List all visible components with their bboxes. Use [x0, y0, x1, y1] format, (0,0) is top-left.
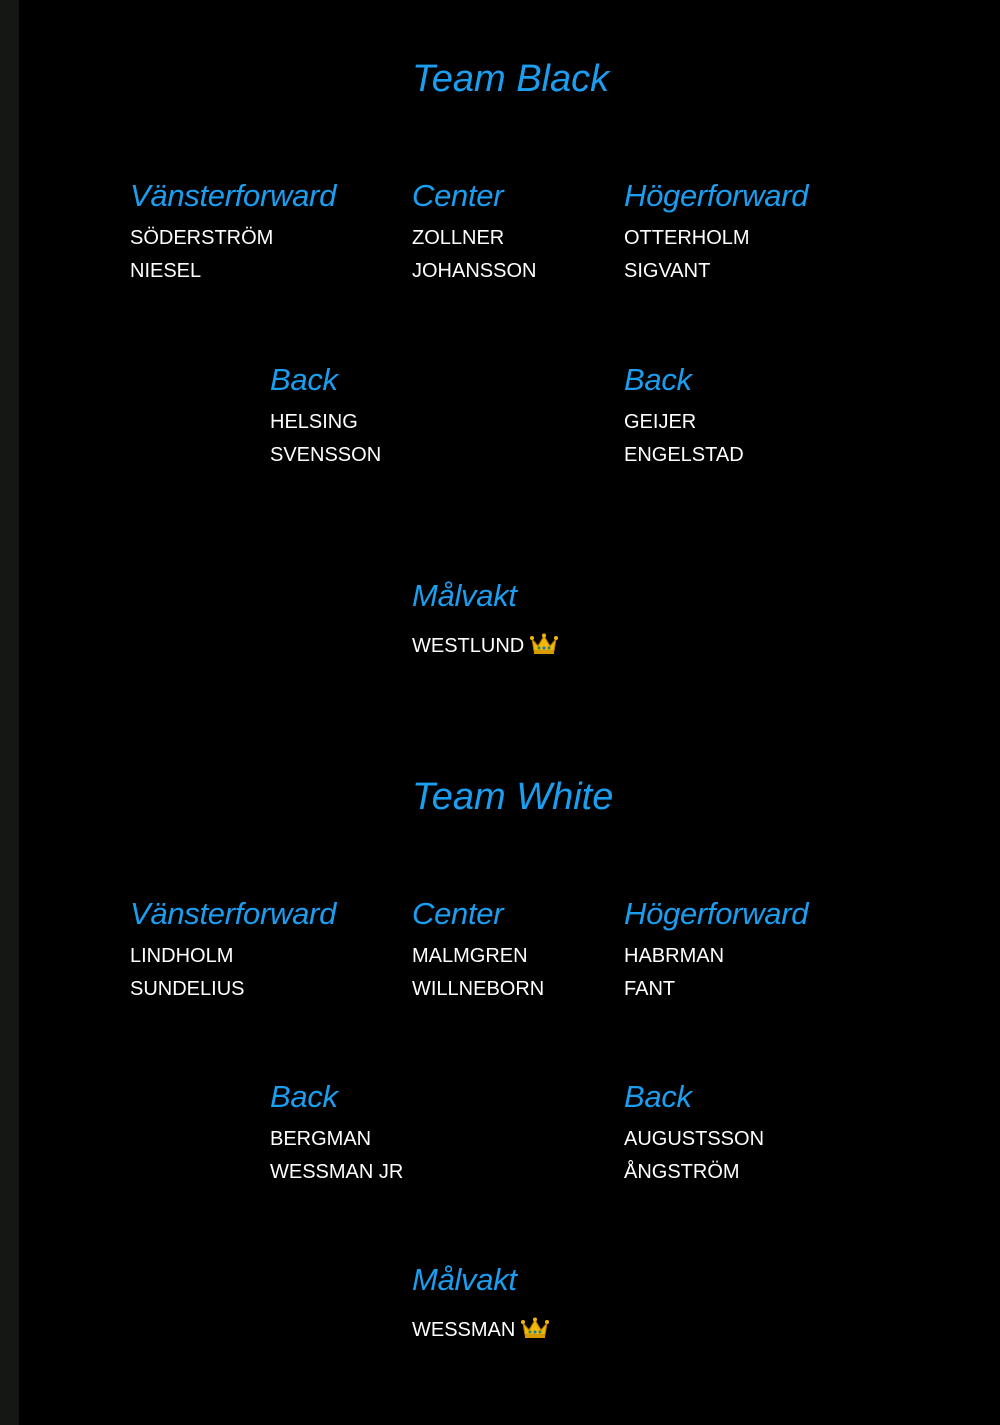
player-name: WESSMAN JR	[270, 1161, 404, 1183]
position-label: Center	[412, 896, 504, 931]
player-name: WILLNEBORN	[412, 978, 545, 1000]
player-name: NIESEL	[130, 260, 202, 282]
position-goalie	[412, 1264, 549, 1347]
crown-icon	[530, 633, 558, 666]
team-title: Team Black	[412, 58, 610, 100]
player-name: OTTERHOLM	[624, 227, 750, 249]
position-label: Back	[270, 362, 338, 397]
player-name: BERGMAN	[270, 1128, 372, 1150]
player-name: WESTLUND	[412, 635, 525, 657]
player-name: FANT	[624, 978, 676, 1000]
position-label: Vänsterforward	[130, 178, 337, 213]
position-back-right	[624, 364, 744, 472]
left-edge-bar	[0, 0, 19, 1425]
position-center	[412, 898, 544, 1006]
player-name: HELSING	[270, 411, 358, 433]
crown-icon	[521, 1317, 549, 1350]
position-label: Högerforward	[624, 896, 809, 931]
position-right-forward	[624, 898, 808, 1006]
player-name: SIGVANT	[624, 260, 711, 282]
position-label: Center	[412, 178, 504, 213]
position-label: Back	[624, 1079, 692, 1114]
position-label: Målvakt	[412, 578, 517, 613]
player-name: AUGUSTSSON	[624, 1128, 765, 1150]
goalie-row	[412, 1314, 549, 1347]
player-name: HABRMAN	[624, 945, 725, 967]
position-back-left	[270, 364, 381, 472]
position-goalie	[412, 580, 558, 663]
player-name: LINDHOLM	[130, 945, 234, 967]
position-label: Back	[624, 362, 692, 397]
player-name: JOHANSSON	[412, 260, 537, 282]
position-back-left	[270, 1081, 403, 1189]
position-center	[412, 180, 536, 288]
player-name: ENGELSTAD	[624, 444, 744, 466]
player-name: ÅNGSTRÖM	[624, 1161, 740, 1183]
position-back-right	[624, 1081, 764, 1189]
position-label: Målvakt	[412, 1262, 517, 1297]
team-title: Team White	[412, 776, 614, 818]
position-left-forward	[130, 898, 336, 1006]
player-name: SÖDERSTRÖM	[130, 227, 274, 249]
player-name: MALMGREN	[412, 945, 528, 967]
player-name: ZOLLNER	[412, 227, 505, 249]
player-name: WESSMAN	[412, 1319, 516, 1341]
position-label: Högerforward	[624, 178, 809, 213]
position-label: Vänsterforward	[130, 896, 337, 931]
position-right-forward	[624, 180, 808, 288]
player-name: SVENSSON	[270, 444, 382, 466]
position-label: Back	[270, 1079, 338, 1114]
goalie-row	[412, 630, 558, 663]
player-name: SUNDELIUS	[130, 978, 245, 1000]
position-left-forward	[130, 180, 336, 288]
player-name: GEIJER	[624, 411, 697, 433]
